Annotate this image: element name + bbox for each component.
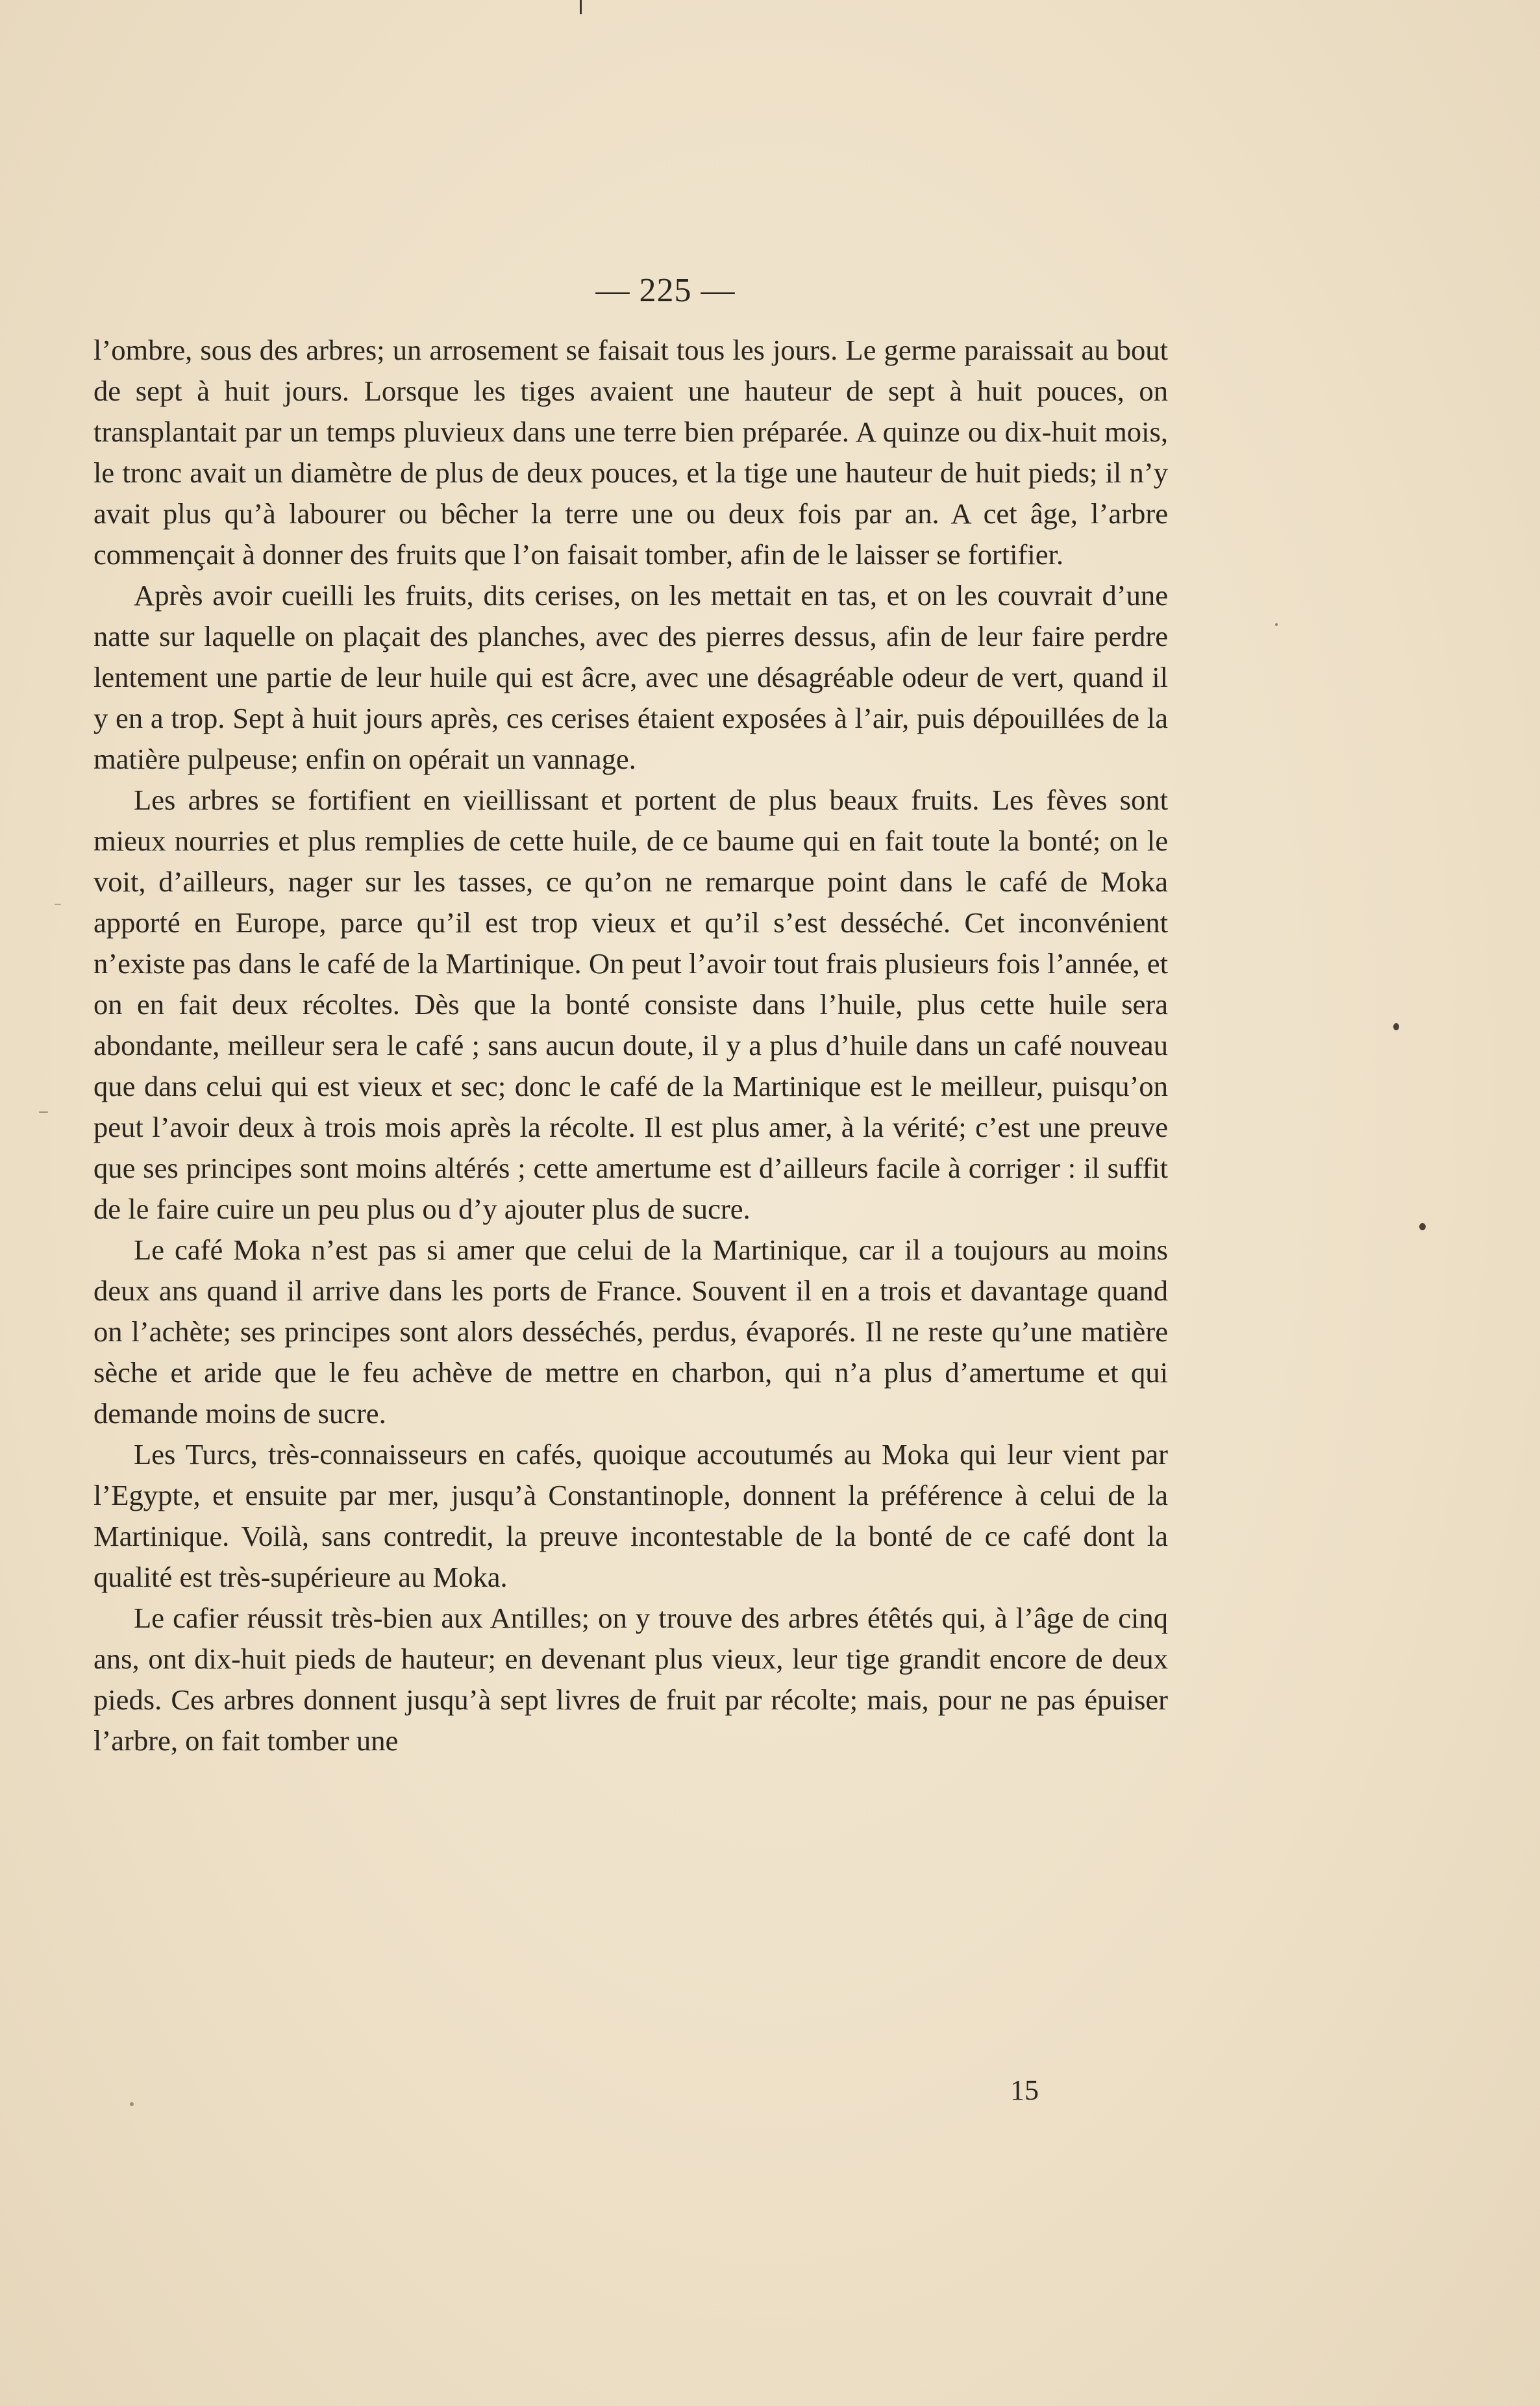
ink-speck xyxy=(1275,623,1278,626)
ink-speck xyxy=(55,904,61,905)
paragraph-4: Le café Moka n’est pas si amer que celui de la Martinique, car il a toujours au moins deux ans quand il arrive dans les ports de France. Souvent il en a trois et davantage quand on l’achète; ses principes sont alors desséchés, perdus, évaporés. Il ne reste qu’une matière sèche et aride que le feu achève de mettre en charbon, qui n’a plus d’amertume et qui demande moins de sucre. xyxy=(93,1234,1168,1430)
paragraph-3: Les arbres se fortifient en vieillissant et portent de plus beaux fruits. Les fèves sont mieux nourries et plus remplies de cette huile, de ce baume qui en fait toute la bonté; on le voit, d’ailleurs, nager sur les tasses, ce qu’on ne remarque point dans le café de Moka apporté en Europe, parce qu’il est trop vieux et qu’il s’est desséché. Cet inconvénient n’existe pas dans le café de la Martinique. On peut l’avoir tout frais plusieurs fois l’année, et on en fait deux récoltes. Dès que la bonté consiste dans l’huile, plus cette huile sera abondante, meilleur sera le café ; sans aucun doute, il y a plus d’huile dans un café nouveau que dans celui qui est vieux et sec; donc le café de la Martinique est le meilleur, puisqu’on peut l’avoir deux à trois mois après la récolte. Il est plus amer, à la vérité; c’est une preuve que ses principes sont moins altérés ; cette amertume est d’ailleurs facile à corriger : il suffit de le faire cuire un peu plus ou d’y ajouter plus de sucre. xyxy=(93,784,1168,1225)
binding-mark xyxy=(580,0,582,14)
signature-mark: 15 xyxy=(1010,2074,1039,2106)
body-text xyxy=(93,330,1168,1761)
ink-speck xyxy=(130,2102,134,2106)
ink-speck xyxy=(39,1111,48,1113)
paragraph-5: Les Turcs, très-connaisseurs en cafés, quoique accoutumés au Moka qui leur vient par l’Egypte, et ensuite par mer, jusqu’à Constantinople, donnent la préférence à celui de la Martinique. Voilà, sans contredit, la preuve incontestable de la bonté de ce café dont la qualité est très-supérieure au Moka. xyxy=(93,1438,1168,1593)
paragraph-1: l’ombre, sous des arbres; un arrosement se faisait tous les jours. Le germe paraissait au bout de sept à huit jours. Lorsque les tiges avaient une hauteur de sept à huit pouces, on transplantait par un temps pluvieux dans une terre bien préparée. A quinze ou dix-huit mois, le tronc avait un diamètre de plus de deux pouces, et la tige une hauteur de huit pieds; il n’y avait plus qu’à labourer ou bêcher la terre une ou deux fois par an. A cet âge, l’arbre commençait à donner des fruits que l’on faisait tomber, afin de le laisser se fortifier. xyxy=(93,334,1168,571)
ink-speck xyxy=(1419,1223,1426,1230)
page-number: — 225 — xyxy=(595,272,736,309)
ink-speck xyxy=(1393,1023,1399,1030)
paragraph-2: Après avoir cueilli les fruits, dits cerises, on les mettait en tas, et on les couvrait d’une natte sur laquelle on plaçait des planches, avec des pierres dessus, afin de leur faire perdre lentement une partie de leur huile qui est âcre, avec une désagréable odeur de vert, quand il y en a trop. Sept à huit jours après, ces cerises étaient exposées à l’air, puis dépouillées de la matière pulpeuse; enfin on opérait un vannage. xyxy=(93,579,1168,775)
paragraph-6: Le cafier réussit très-bien aux Antilles; on y trouve des arbres étêtés qui, à l’âge de cinq ans, ont dix-huit pieds de hauteur; en devenant plus vieux, leur tige grandit encore de deux pieds. Ces arbres donnent jusqu’à sept livres de fruit par récolte; mais, pour ne pas épuiser l’arbre, on fait tomber une xyxy=(93,1602,1168,1757)
